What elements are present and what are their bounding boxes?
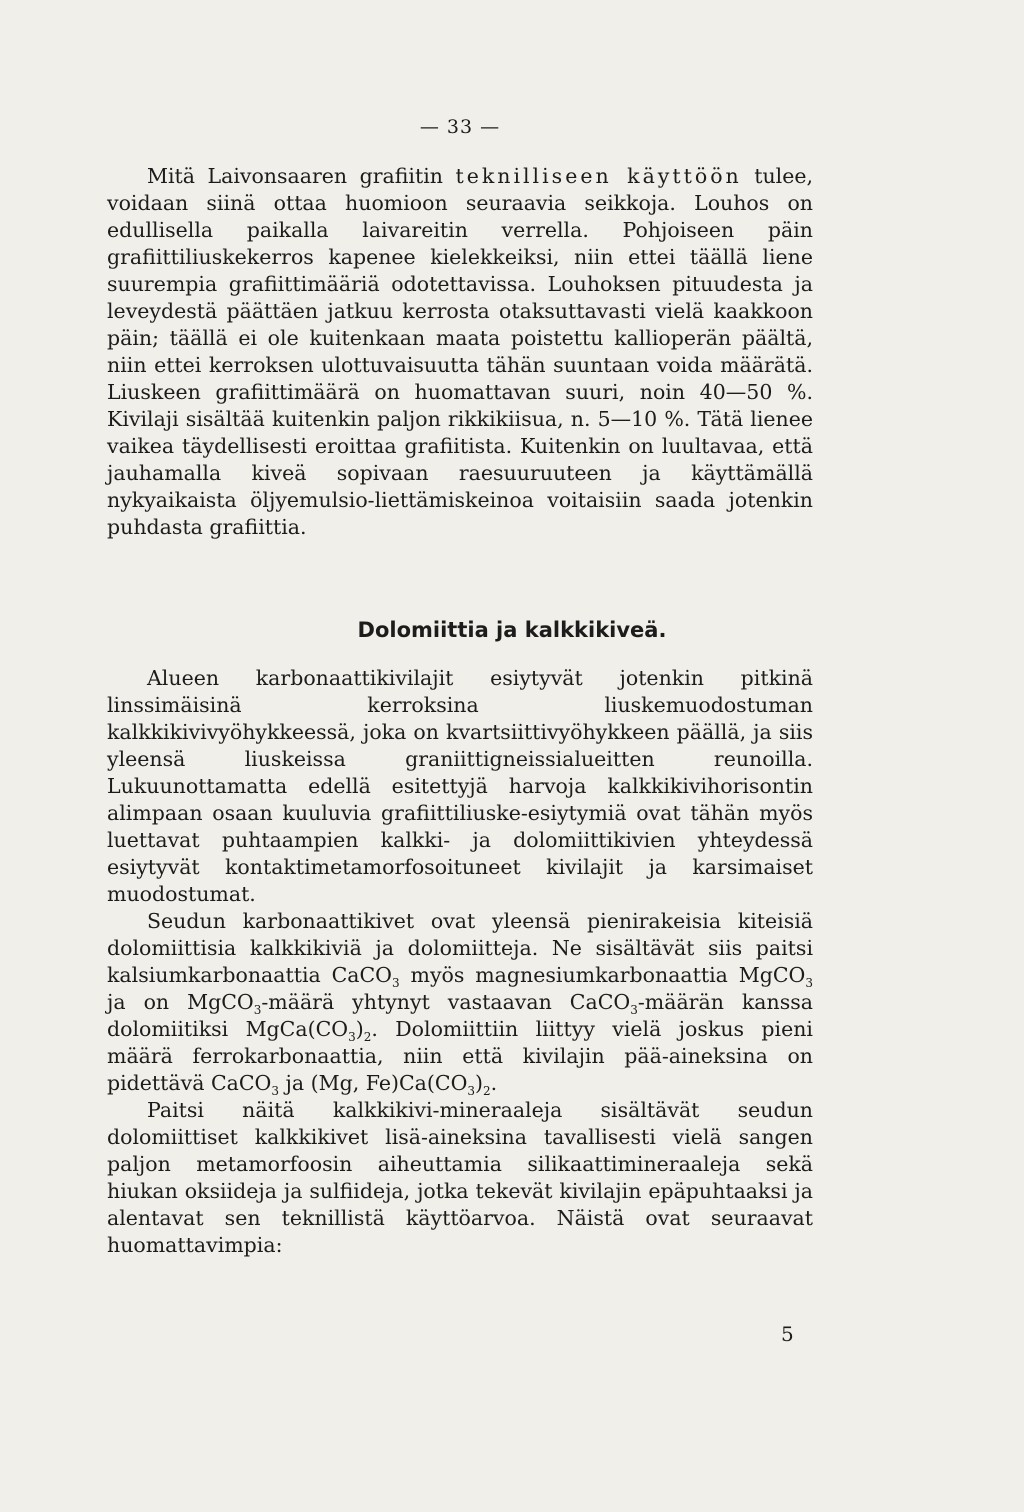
paragraph: Seudun karbonaattikivet ovat yleensä pienirakeisia kiteisiä dolomiittisia kalkkikiviä ja dolomiitteja. Ne sisältävät siis paitsi kalsiumkarbonaattia CaCO$_3$ myös magnesiumkarbonaattia MgCO$_3$ ja on MgCO$_3$-määrä yhtynyt vastaavan CaCO$_3$-määrän kanssa dolomiitiksi $MgCa(CO_3)_2$. Dolomiittiin liittyy vielä joskus pieni määrä ferrokarbonaattia, niin että kivilajin pää-aineksina on pidettävä CaCO$_3$ ja (Mg, $Fe)Ca(CO_3)_2$. xyxy=(107,909,813,1099)
section-heading: Dolomiittia ja kalkkikiveä. xyxy=(357,618,667,642)
page-number: — 33 — xyxy=(419,116,501,138)
text-run: Mitä Laivonsaaren grafiitin xyxy=(147,164,456,188)
section-dolomite xyxy=(107,665,813,1259)
paragraph xyxy=(107,163,813,541)
emphasized-text: teknilliseen käyttöön xyxy=(455,164,742,188)
text-run: tulee, voidaan siinä ottaa huomioon seuraavia seikkoja. Louhos on edullisella paikalla laivareitin verrella. Pohjoiseen päin grafiittiliuskekerros kapenee kielekkeiksi, niin ettei täällä liene suurempia grafiittimääriä odotettavissa. Louhoksen pituudesta ja leveydestä päättäen jatkuu kerrosta otaksuttavasti vielä kaakkoon päin; täällä ei ole kuitenkaan maata poistettu kallioperän päältä, niin ettei kerroksen ulottuvaisuutta tähän suuntaan voida määrätä. Liuskeen grafiittimäärä on huomattavan suuri, noin 40—50 %. Kivilaji sisältää kuitenkin paljon rikkikiisua, n. 5—10 %. Tätä lienee vaikea täydellisesti eroittaa grafiitista. Kuitenkin on luultavaa, että jauhamalla kiveä sopivaan raesuuruuteen ja käyttämällä nykyaikaista öljyemulsio-liettämiskeinoa voitaisiin saada jotenkin puhdasta grafiittia. xyxy=(107,164,813,539)
sheet-number: 5 xyxy=(781,1322,794,1346)
section-graphite-use xyxy=(107,163,813,541)
paragraph: Alueen karbonaattikivilajit esiytyvät jotenkin pitkinä linssimäisinä kerroksina liuskemuodostuman kalkkikivivyöhykkeessä, joka on kvartsiittivyöhykkeen päällä, ja siis yleensä liuskeissa graniittigneissialueitten reunoilla. Lukuunottamatta edellä esitettyjä harvoja kalkkikivihorisontin alimpaan osaan kuuluvia grafiittiliuske-esiytymiä ovat tähän myös luettavat puhtaampien kalkki- ja dolomiittikivien yhteydessä esiytyvät kontaktimetamorfosoituneet kivilajit ja karsimaiset muodostumat. xyxy=(107,666,813,906)
paragraph: Paitsi näitä kalkkikivi-mineraaleja sisältävät seudun dolomiittiset kalkkikivet lisä-aineksina tavallisesti vielä sangen paljon metamorfoosin aiheuttamia silikaattimineraaleja sekä hiukan oksiideja ja sulfiideja, jotka tekevät kivilajin epäpuhtaaksi ja alentavat sen teknillistä käyttöarvoa. Näistä ovat seuraavat huomattavimpia: xyxy=(107,1098,813,1257)
